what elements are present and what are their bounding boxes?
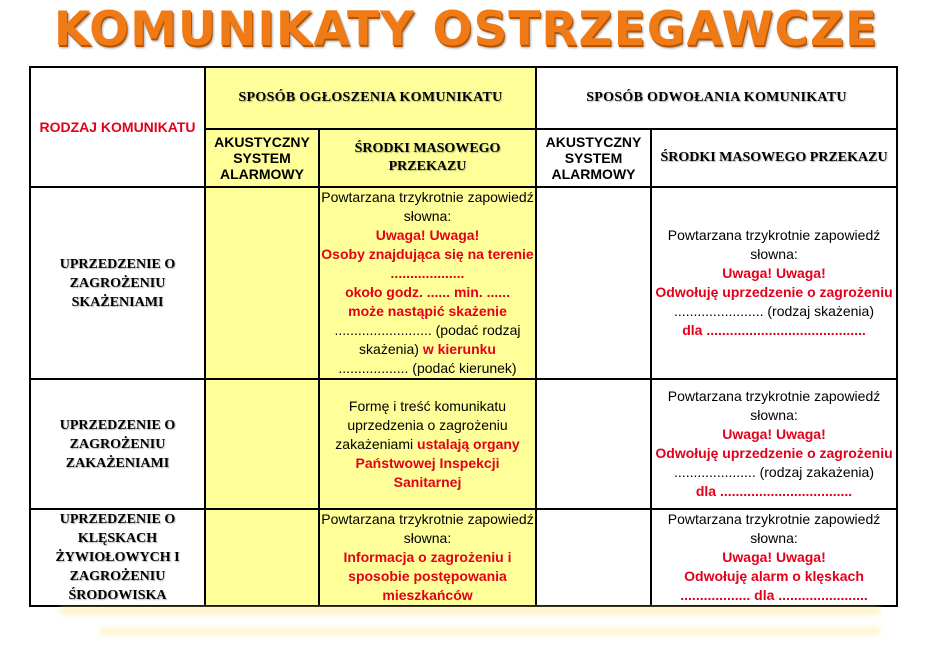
row-label-kleski: UPRZEDZENIE O KLĘSKACH ŻYWIOŁOWYCH I ZAGROŻENIU ŚRODOWISKA <box>30 509 205 606</box>
text-line: ustalają organy Państwowej Inspekcji Sanitarnej <box>355 435 520 490</box>
cell-akustyczny-odwolanie <box>536 379 651 509</box>
text-line: około godz. ...... min. ...... <box>345 284 510 300</box>
text-line: Powtarzana trzykrotnie zapowiedź słowna: <box>667 388 881 423</box>
text-line: Odwołuję alarm o klęskach <box>684 568 864 584</box>
cell-akustyczny-ogloszenie <box>205 187 319 379</box>
text-line: Informacja o zagrożeniu i sposobie postępowania mieszkańców <box>343 549 512 603</box>
cell-srodki-odwolanie <box>651 379 897 509</box>
text-line: Powtarzana trzykrotnie zapowiedź słowna: <box>667 511 881 546</box>
text-line: Formę i treść komunikatu uprzedzenia o zagrożeniu zakażeniami <box>335 397 508 452</box>
text-line: ......................... (podać rodzaj skażenia) <box>334 322 521 357</box>
text-line: Odwołuję uprzedzenie o zagrożeniu <box>655 445 893 461</box>
row-label-zakazenia: UPRZEDZENIE O ZAGROŻENIU ZAKAŻENIAMI <box>30 379 205 509</box>
blurred-footer <box>60 600 900 640</box>
header-rodzaj-komunikatu: RODZAJ KOMUNIKATU <box>30 67 205 187</box>
text-line: Uwaga! Uwaga! <box>722 549 826 565</box>
table-row <box>30 187 897 379</box>
text-line: ....................... (rodzaj skażenia) <box>674 303 874 319</box>
text-line: może nastąpić skażenie <box>348 303 507 319</box>
text-line: ..................... (rodzaj zakażenia) <box>674 464 874 480</box>
text-line: Uwaga! Uwaga! <box>375 227 480 243</box>
header-akustyczny-ogloszenie: AKUSTYCZNY SYSTEM ALARMOWY <box>205 129 319 187</box>
header-akustyczny-odwolanie: AKUSTYCZNY SYSTEM ALARMOWY <box>536 129 651 187</box>
cell-akustyczny-odwolanie <box>536 509 651 606</box>
text-line: Uwaga! Uwaga! <box>722 426 826 442</box>
blurred-line <box>60 608 880 614</box>
text-line: .................. (podać kierunek) <box>338 360 517 376</box>
text-line: .................. dla ....................... <box>680 587 868 603</box>
table-row <box>30 509 897 606</box>
page-title: KOMUNIKATY OSTRZEGAWCZE <box>53 2 879 57</box>
header-srodki-odwolanie: ŚRODKI MASOWEGO PRZEKAZU <box>651 129 897 187</box>
text-line: w kierunku <box>422 341 496 357</box>
text-line: dla .................................. <box>695 483 853 499</box>
text-line: Powtarzana trzykrotnie zapowiedź słowna: <box>321 511 534 546</box>
header-sposob-ogloszenia: SPOSÓB OGŁOSZENIA KOMUNIKATU <box>205 67 536 129</box>
cell-akustyczny-ogloszenie <box>205 509 319 606</box>
cell-srodki-ogloszenie <box>319 187 536 379</box>
cell-akustyczny-ogloszenie <box>205 379 319 509</box>
header-sposob-odwolania: SPOSÓB ODWOŁANIA KOMUNIKATU <box>536 67 897 129</box>
warning-messages-table <box>29 66 898 607</box>
table-row <box>30 379 897 509</box>
row-label-skazenia: UPRZEDZENIE O ZAGROŻENIU SKAŻENIAMI <box>30 187 205 379</box>
cell-akustyczny-odwolanie <box>536 187 651 379</box>
text-line: Osoby znajdująca się na terenie ................... <box>321 246 534 281</box>
text-line: dla ......................................... <box>682 322 866 338</box>
cell-srodki-odwolanie <box>651 509 897 606</box>
text-line: Odwołuję uprzedzenie o zagrożeniu <box>655 284 893 300</box>
text-line: Uwaga! Uwaga! <box>722 265 826 281</box>
cell-srodki-ogloszenie <box>319 509 536 606</box>
blurred-line <box>100 628 880 634</box>
text-line: Powtarzana trzykrotnie zapowiedź słowna: <box>667 227 881 262</box>
cell-srodki-odwolanie <box>651 187 897 379</box>
text-line: Powtarzana trzykrotnie zapowiedź słowna: <box>321 189 534 224</box>
header-srodki-ogloszenie: ŚRODKI MASOWEGO PRZEKAZU <box>319 129 536 187</box>
cell-srodki-ogloszenie <box>319 379 536 509</box>
